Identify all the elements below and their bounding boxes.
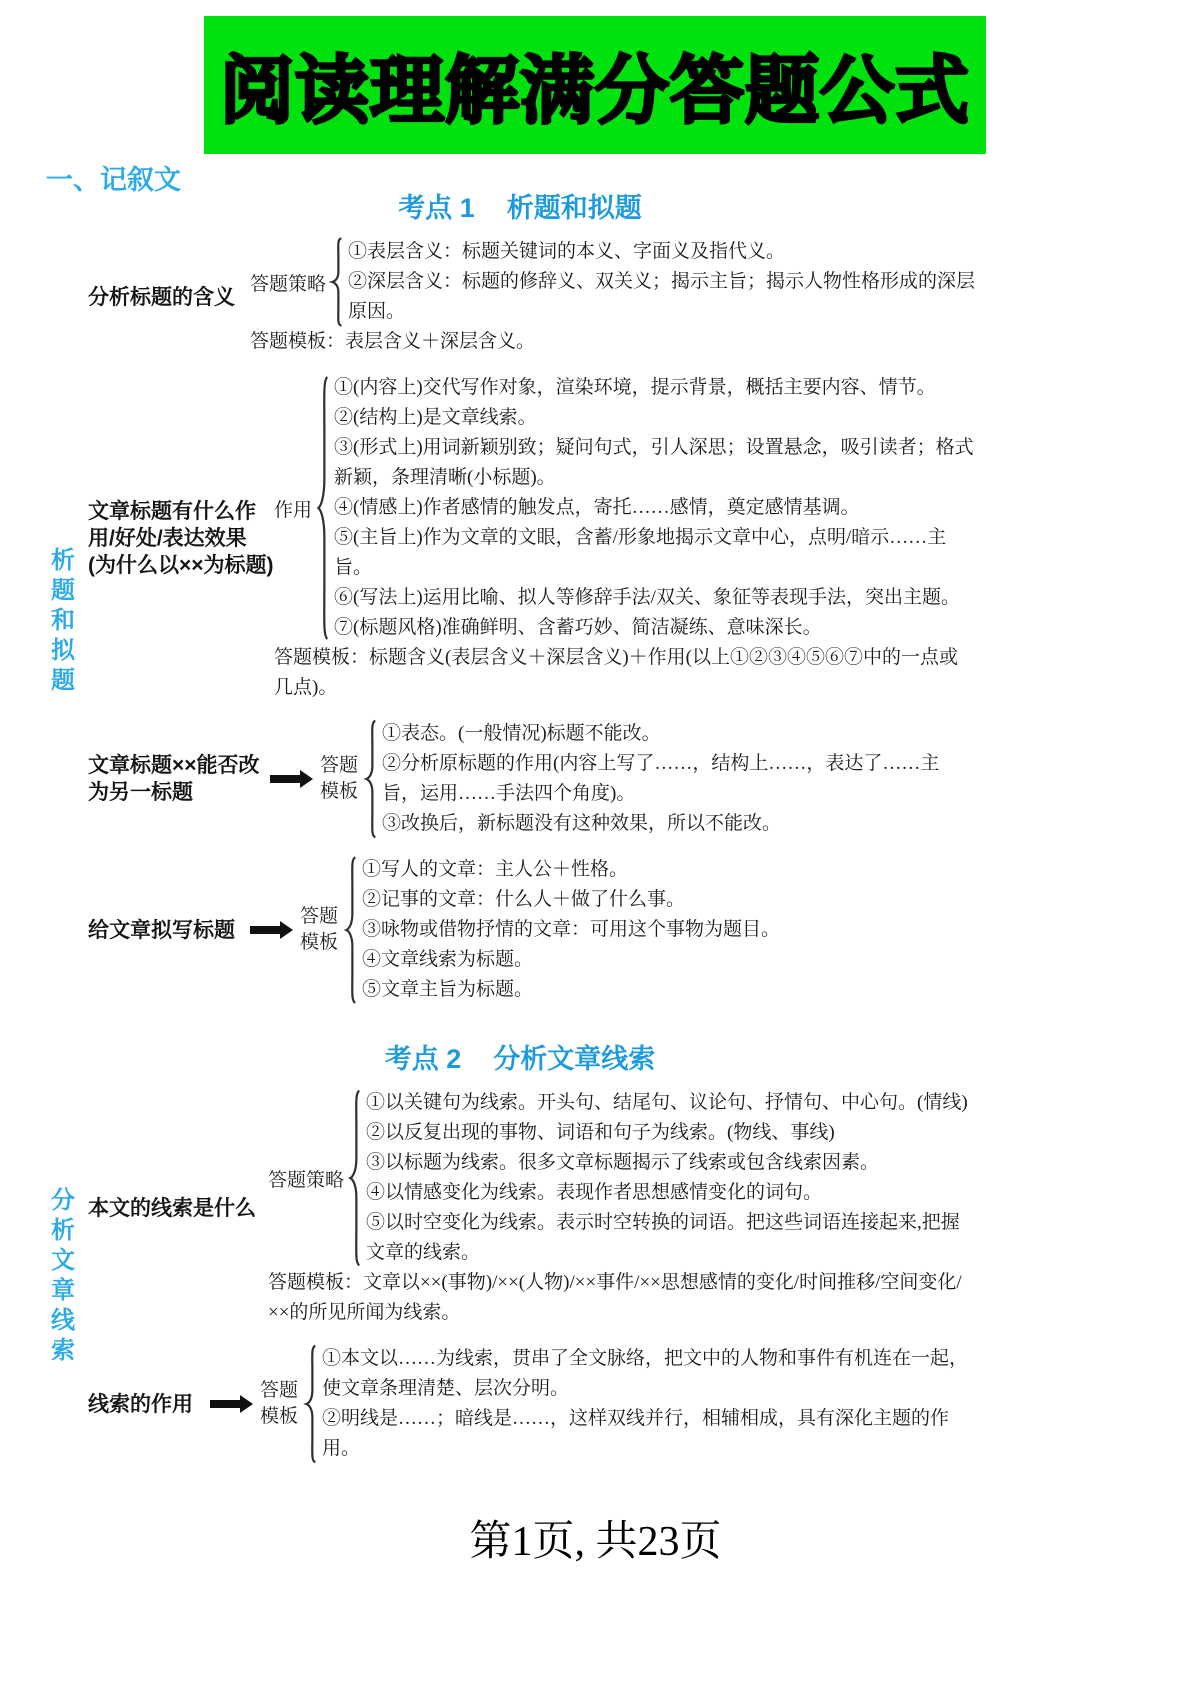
branch-label: 文章标题××能否改为另一标题: [88, 754, 260, 804]
branch-label: 分析标题的含义: [88, 285, 235, 309]
template-label: 答题模板: [299, 906, 338, 953]
answer-item: ①表态。(一般情况)标题不能改。: [382, 723, 661, 744]
brace-icon: [329, 237, 344, 327]
answer-item: ②以反复出现的事物、词语和句子为线索。(物线、事线): [366, 1122, 835, 1143]
template-label: 答题模板: [319, 755, 358, 802]
answer-item: ②深层含义：标题的修辞义、双关义；揭示主旨；揭示人物性格形成的深层原因。: [348, 271, 976, 322]
k2-root-label: 分析文章线索: [51, 1187, 75, 1364]
branch-content: [274, 373, 976, 703]
branch-label: 文章标题有什么作用/好处/表达效果(为什么以××为标题): [88, 499, 274, 577]
strategy-row: [250, 237, 976, 327]
branch-content: [250, 237, 976, 357]
answer-item: ①(内容上)交代写作对象，渲染环境，提示背景，概括主要内容、情节。: [334, 377, 936, 398]
kaodian2-heading: [0, 1037, 1040, 1076]
strategy-row: [274, 373, 976, 643]
k1-root-label: 析题和拟题: [51, 547, 75, 694]
template-text: 答题模板：表层含义＋深层含义。: [250, 331, 536, 352]
answer-items: [362, 855, 976, 1005]
k1-group-title-function: [88, 373, 976, 703]
k1-branches: [88, 237, 976, 1005]
k2-group-what-clue: [88, 1088, 976, 1328]
strategy-label: 答题策略: [268, 1169, 345, 1191]
answer-item: ③改换后，新标题没有这种效果，所以不能改。: [382, 813, 782, 834]
answer-item: ④(情感上)作者感情的触发点，寄托……感情，奠定感情基调。: [334, 497, 860, 518]
k1-group-change-title: [88, 719, 976, 839]
k1-group-write-title: [88, 855, 976, 1005]
answer-items: [322, 1344, 976, 1464]
answer-item: ④以情感变化为线索。表现作者思想感情变化的词句。: [366, 1182, 823, 1203]
answer-item: ②分析原标题的作用(内容上写了……，结构上……，表达了……主旨，运用……手法四个角度)。: [382, 753, 940, 804]
answer-item: ③咏物或借物抒情的文章：可用这个事物为题目。: [362, 919, 781, 940]
answer-item: ⑤以时空变化为线索。表示时空转换的词语。把这些词语连接起来,把握文章的线索。: [366, 1212, 960, 1263]
kaodian1-title: 析题和拟题: [506, 193, 642, 223]
answer-item: ⑤(主旨上)作为文章的文眼，含蓄/形象地揭示文章中心，点明/暗示……主旨。: [334, 527, 947, 578]
kaodian1-number: 考点 1: [398, 193, 475, 223]
brace-icon: [363, 719, 378, 839]
answer-items: [334, 373, 976, 643]
k2-group-clue-function: [88, 1344, 976, 1464]
template-text: 答题模板：标题含义(表层含义＋深层含义)＋作用(以上①②③④⑤⑥⑦中的一点或几点)。: [274, 647, 958, 698]
section-heading: 一、记叙文: [46, 165, 181, 195]
title-banner: [204, 16, 986, 154]
strategy-row: [268, 1088, 976, 1268]
arrow-icon: [270, 775, 300, 783]
brace-icon: [303, 1344, 318, 1464]
page-footer: 第1页, 共23页: [469, 1519, 722, 1565]
answer-item: ④文章线索为标题。: [362, 949, 534, 970]
answer-item: ⑥(写法上)运用比喻、拟人等修辞手法/双关、象征等表现手法，突出主题。: [334, 587, 960, 608]
k1-group-title-meaning: [88, 237, 976, 357]
brace-icon: [343, 855, 358, 1005]
kaodian2-map: [46, 1088, 976, 1464]
k2-branches: [88, 1088, 976, 1464]
template-text: 答题模板：文章以××(事物)/××(人物)/××事件/××思想感情的变化/时间推移/空间变化/××的所见所闻为线索。: [268, 1272, 962, 1323]
answer-item: ③以标题为线索。很多文章标题揭示了线索或包含线索因素。: [366, 1152, 880, 1173]
kaodian2-number: 考点 2: [384, 1044, 462, 1074]
answer-item: ②记事的文章：什么人＋做了什么事。: [362, 889, 686, 910]
page: [0, 16, 1191, 1565]
answer-item: ⑤文章主旨为标题。: [362, 979, 534, 1000]
answer-items: [348, 237, 976, 327]
kaodian1-map: [46, 237, 976, 1005]
brace-icon: [347, 1088, 362, 1268]
answer-items: [382, 719, 976, 839]
answer-item: ①写人的文章：主人公＋性格。: [362, 859, 629, 880]
branch-label: 给文章拟写标题: [88, 918, 235, 942]
branch-content: [268, 1088, 976, 1328]
branch-label: 本文的线索是什么: [88, 1196, 256, 1220]
answer-item: ①表层含义：标题关键词的本义、字面义及指代义。: [348, 241, 786, 262]
role-label: 作用: [274, 499, 313, 521]
arrow-icon: [250, 926, 280, 934]
page-title: 阅读理解满分答题公式: [220, 49, 970, 132]
branch-label: 线索的作用: [88, 1392, 193, 1416]
answer-item: ③(形式上)用词新颖别致；疑问句式，引人深思；设置悬念，吸引读者；格式新颖，条理清晰(小标题)。: [334, 437, 974, 488]
answer-item: ②明线是……；暗线是……，这样双线并行，相辅相成，具有深化主题的作用。: [322, 1408, 950, 1459]
kaodian2-title: 分析文章线索: [493, 1044, 656, 1074]
template-label: 答题模板: [259, 1380, 298, 1427]
strategy-label: 答题策略: [250, 273, 327, 295]
answer-item: ⑦(标题风格)准确鲜明、含蓄巧妙、简洁凝练、意味深长。: [334, 617, 822, 638]
answer-item: ①本文以……为线索，贯串了全文脉络，把文中的人物和事件有机连在一起，使文章条理清楚、层次分明。: [322, 1348, 969, 1399]
answer-item: ②(结构上)是文章线索。: [334, 407, 537, 428]
arrow-icon: [210, 1400, 240, 1408]
answer-item: ①以关键句为线索。开头句、结尾句、议论句、抒情句、中心句。(情线): [366, 1092, 968, 1113]
answer-items: [366, 1088, 976, 1268]
brace-icon: [315, 373, 330, 643]
